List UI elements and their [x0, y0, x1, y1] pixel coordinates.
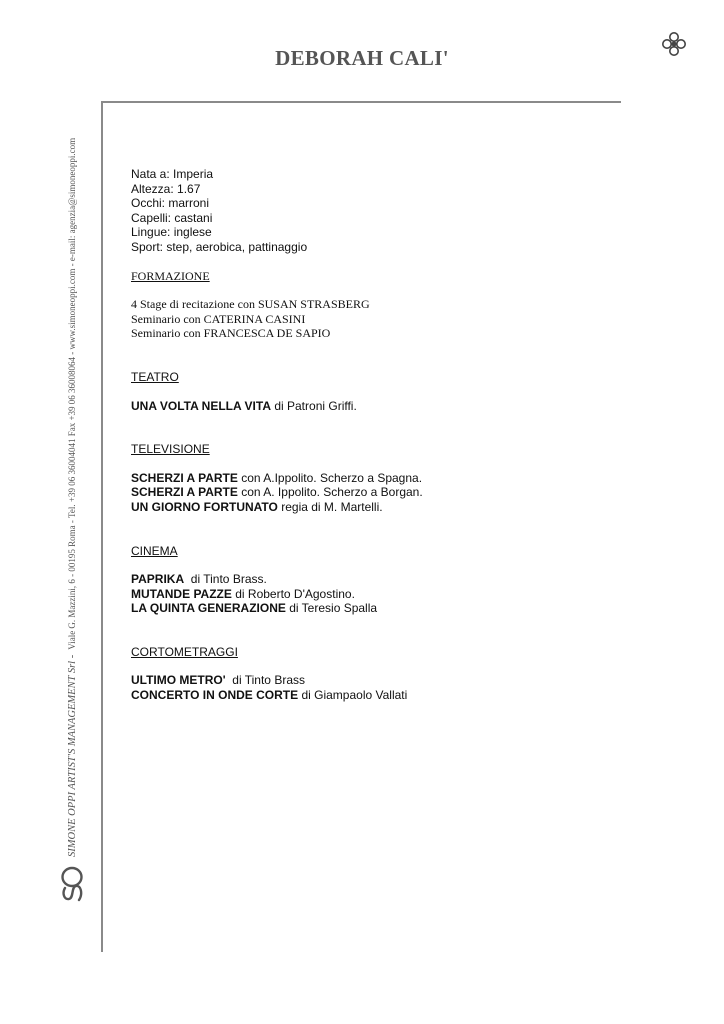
agency-name: SIMONE OPPI ARTIST'S MANAGEMENT Srl - [66, 654, 78, 857]
credit-detail: di Tinto Brass. [184, 572, 267, 587]
credit-title: UNA VOLTA NELLA VITA [131, 398, 271, 413]
credit-title: LA QUINTA GENERAZIONE [131, 601, 286, 616]
profile-languages: Lingue: inglese [131, 225, 212, 240]
credit-detail: con A. Ippolito. Scherzo a Borgan. [237, 485, 423, 500]
credit-line [131, 500, 601, 515]
credit-detail: di Patroni Griffi. [271, 398, 357, 413]
credit-line [131, 471, 601, 486]
ornament-icon [661, 31, 687, 57]
left-rule [101, 101, 103, 952]
credit-title: SCHERZI A PARTE [131, 470, 238, 485]
profile-sports: Sport: step, aerobica, pattinaggio [131, 239, 308, 254]
credit-detail: regia di M. Martelli. [277, 499, 383, 514]
credit-line [131, 688, 601, 703]
credit-line [131, 485, 601, 500]
agency-contact: Viale G. Mazzini, 6 - 00195 Roma - Tel. +39 06 36004041 Fax +39 06 36008064 - www.simoneoppi.com - e-mail: agenzia@simoneoppi.com [67, 137, 77, 650]
credit-line [131, 587, 601, 602]
cv-content [131, 167, 601, 703]
credit-detail: di Tinto Brass [225, 673, 305, 688]
profile-hair: Capelli: castani [131, 210, 213, 225]
credit-detail: di Roberto D'Agostino. [231, 586, 355, 601]
credit-title: UN GIORNO FORTUNATO [131, 499, 278, 514]
credit-detail: con A.Ippolito. Scherzo a Spagna. [237, 470, 423, 485]
credit-title: SCHERZI A PARTE [131, 485, 238, 500]
section-heading-cinema: CINEMA [131, 543, 178, 558]
credit-line [131, 399, 601, 414]
header-rule [101, 101, 621, 103]
formazione-item: Seminario con FRANCESCA DE SAPIO [131, 326, 331, 341]
formazione-item: 4 Stage di recitazione con SUSAN STRASBERG [131, 297, 370, 312]
profile-eyes: Occhi: marroni [131, 196, 210, 211]
section-heading-teatro: TEATRO [131, 369, 179, 384]
profile-birthplace: Nata a: Imperia [131, 167, 214, 181]
section-heading-televisione: TELEVISIONE [131, 442, 210, 457]
credit-detail: di Teresio Spalla [285, 601, 378, 616]
credit-title: ULTIMO METRO' [131, 673, 226, 688]
credit-line [131, 601, 601, 616]
profile-block [131, 167, 601, 255]
section-heading-cortometraggi: CORTOMETRAGGI [131, 644, 238, 659]
credit-detail: di Giampaolo Vallati [298, 688, 408, 703]
section-heading-formazione: FORMAZIONE [131, 268, 210, 283]
credit-title: CONCERTO IN ONDE CORTE [131, 688, 299, 703]
profile-height: Altezza: 1.67 [131, 181, 201, 196]
credit-title: PAPRIKA [131, 572, 185, 587]
page-title: DEBORAH CALI' [275, 46, 449, 70]
credit-title: MUTANDE PAZZE [131, 586, 232, 601]
formazione-item: Seminario con CATERINA CASINI [131, 311, 306, 326]
credit-line [131, 673, 601, 688]
agency-sidebar [60, 115, 84, 905]
so-monogram-icon [60, 863, 84, 905]
credit-line [131, 572, 601, 587]
